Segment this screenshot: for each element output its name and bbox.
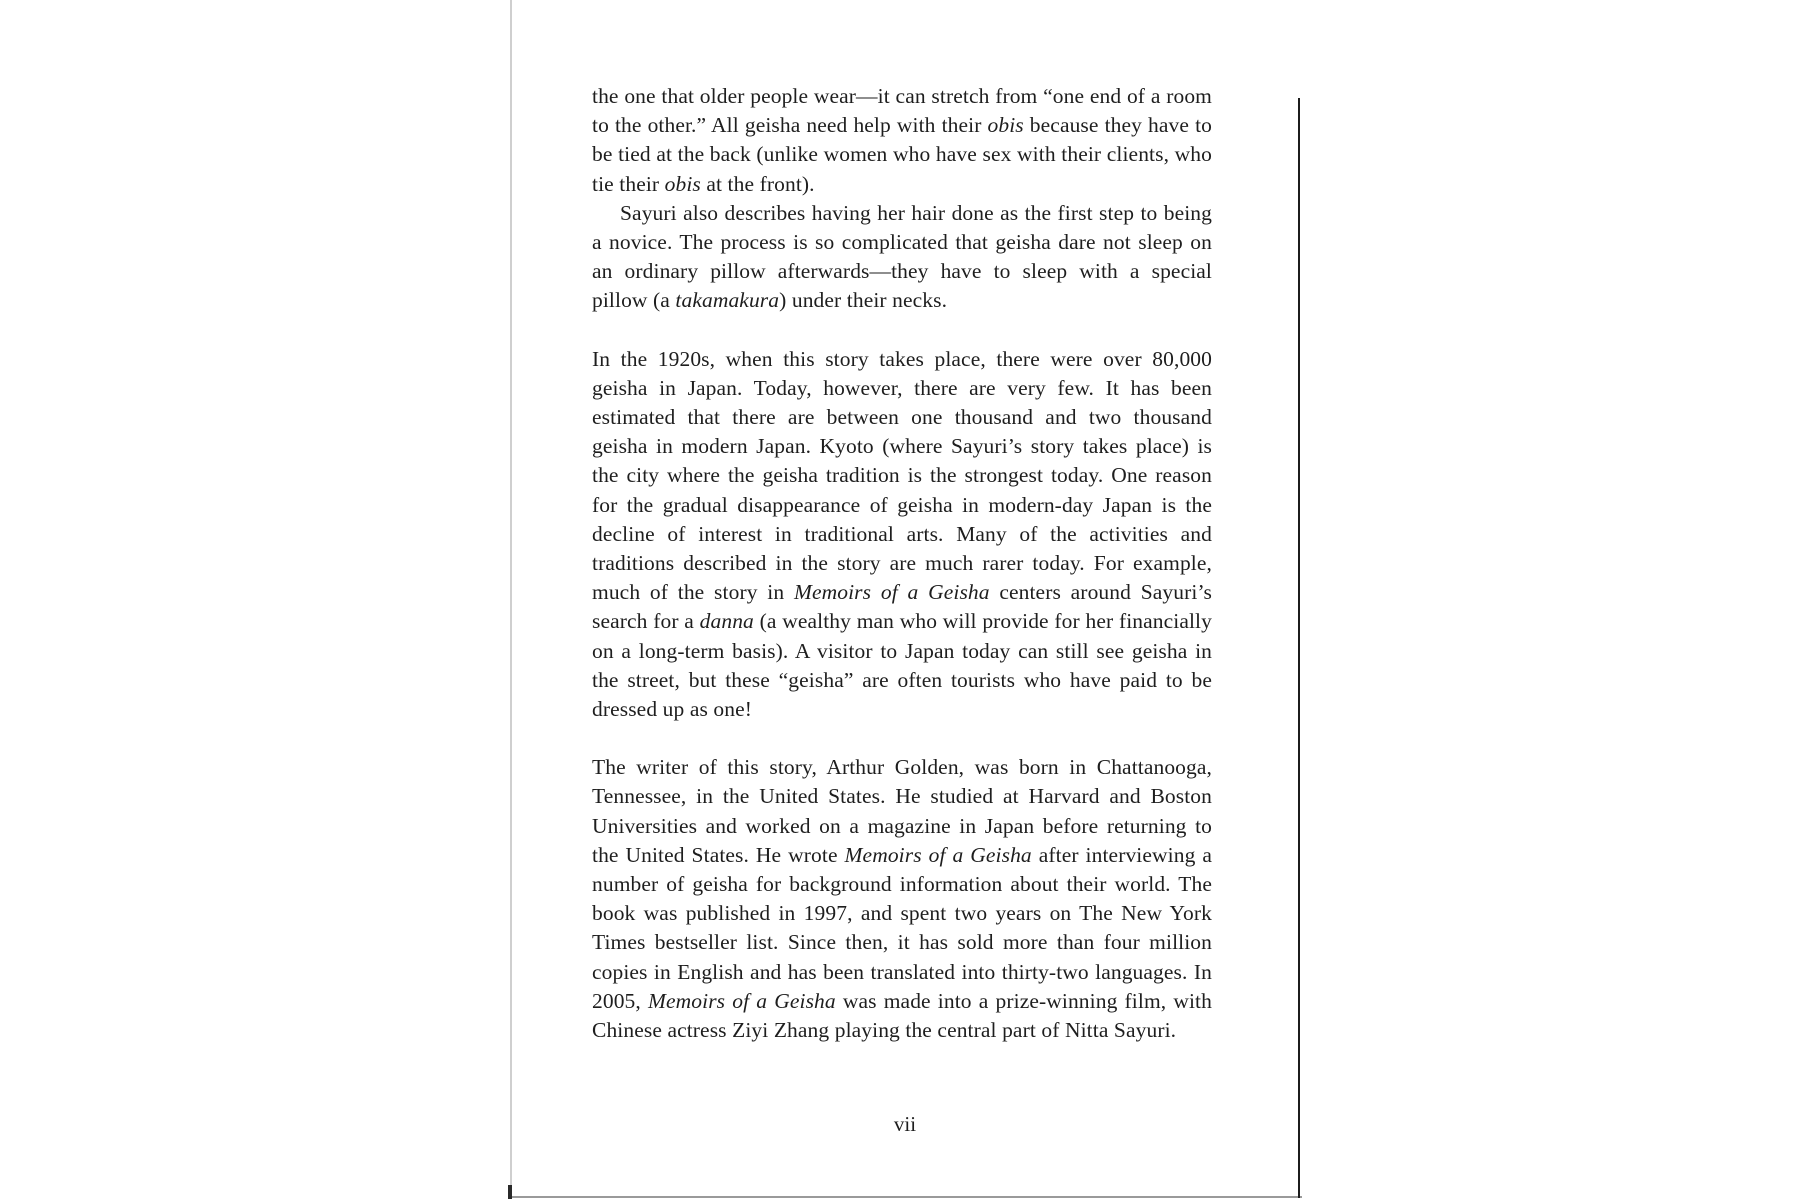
- italic-term: Memoirs of a Geisha: [793, 580, 990, 605]
- text-run: In the 1920s, when this story takes place, there were over 80,000 geisha in Japan. Today, however, there are very few. It has been estimated that there are between one thousand and two thousand geisha in modern Japan. Kyoto (where Sayuri’s story takes place) is the city where the geisha tradition is the strongest today. One reason for the gradual disappearance of geisha in modern-day Japan is the decline of interest in traditional arts. Many of the activities and traditions described in the story are much rarer today. For example, much of the story in: [592, 346, 1212, 605]
- text-run: The writer of this story, Arthur Golden, was born in Chattanooga, Tennessee, in the United States. He studied at Harvard and Boston Universities and worked on a magazine in Japan before returning to the United States. He wrote: [592, 755, 1212, 867]
- paragraph-geisha-today: [592, 345, 1212, 725]
- text-run: (a wealthy man who will provide for her financially on a long-term basis). A visitor to Japan today can still see geisha in the street, but these “geisha” are often tourists who have paid to be dressed up as one!: [592, 609, 1212, 722]
- text-run: centers around Sayuri’s search for a: [592, 580, 1212, 634]
- italic-term: obis: [664, 171, 701, 196]
- text-run: at the front).: [700, 171, 815, 196]
- italic-term: takamakura: [675, 288, 780, 313]
- text-run: after interviewing a number of geisha for background information about their world. The book was published in 1997, and spent two years on The New York Times bestseller list. Since then, it has sold more than four million copies in English and has been translated into thirty-two languages. In 2005,: [592, 842, 1213, 1013]
- page-right-edge: [1298, 98, 1300, 1198]
- text-run: Sayuri also describes having her hair done as the first step to being a novice. The process is so complicated that geisha dare not sleep on an ordinary pillow afterwards—they have to sleep with a special pillow (a: [592, 200, 1212, 313]
- paragraph-obi: [592, 82, 1212, 199]
- italic-term: danna: [699, 609, 754, 634]
- page-left-edge: [510, 0, 512, 1196]
- text-run: the one that older people wear—it can stretch from “one end of a room to the other.” All geisha need help with their: [592, 84, 1212, 138]
- page-number-label: vii: [893, 1112, 917, 1136]
- body-text: [592, 82, 1212, 1045]
- text-run: because they have to be tied at the back (unlike women who have sex with their clients, who tie their: [592, 113, 1212, 196]
- page-bottom-edge: [512, 1196, 1302, 1198]
- italic-term: Memoirs of a Geisha: [844, 842, 1032, 867]
- paragraph-hair: [592, 199, 1212, 316]
- italic-term: obis: [987, 113, 1024, 138]
- text-run: was made into a prize-winning film, with Chinese actress Ziyi Zhang playing the central part of Nitta Sayuri.: [592, 988, 1212, 1043]
- page-number: [0, 1112, 1800, 1137]
- italic-term: Memoirs of a Geisha: [648, 988, 836, 1013]
- text-run: ) under their necks.: [779, 288, 948, 313]
- paragraph-author: [592, 753, 1212, 1045]
